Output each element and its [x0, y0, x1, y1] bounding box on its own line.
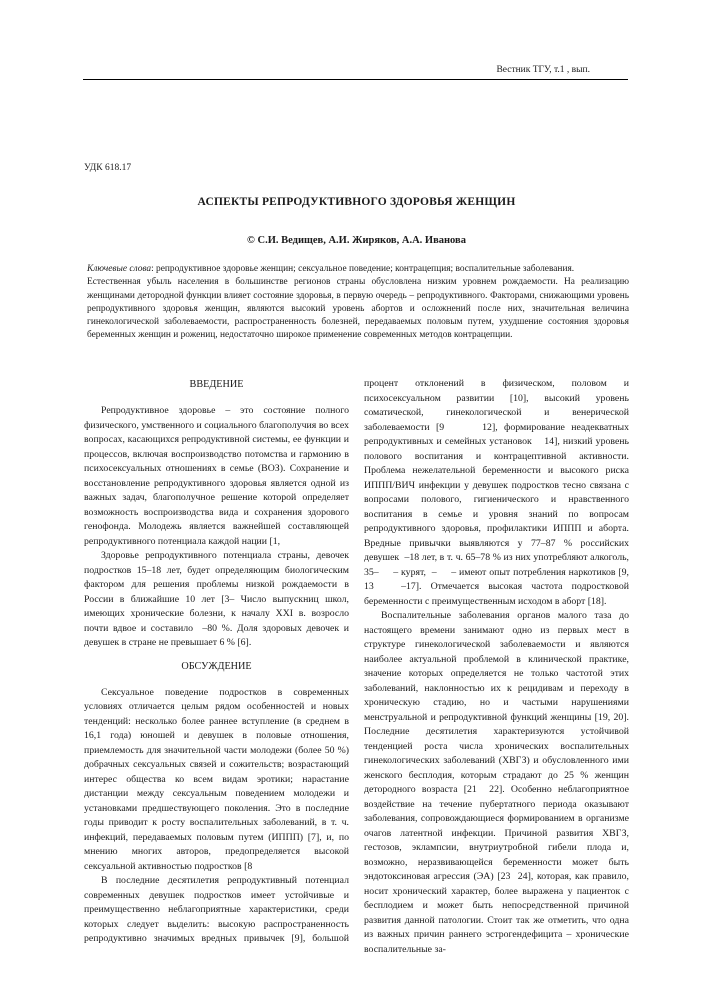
header-rule: [83, 79, 628, 80]
discussion-paragraph-2: В последние десятилетия репродуктивный потенциал современных девушек подростков имеет устойчивые и преимущественно неблагоприятные характеристики, среди которых следует выделить: высокую распространенность репродуктивно значимых вредных привычек [9], большой процент отклонений в физическом, половом и психосексуальном развитии [10], высокий уровень соматической, гинекологической и венерической заболеваемости [9 12], формирование неадекватных репродуктивных и семейных установок 14], низкий уровень полового воспитания и контрацептивной активности. Проблема нежелательной беременности и высокого риска ИППП/ВИЧ инфекции у девушек подростков тесно связана с вопросами полового, гигиенического и нравственного воспитания в семье и уровня знаний по вопросам репродуктивного здоровья, профилактики ИППП и аборта. Вредные привычки выявляются у 77–87 % российских девушек –18 лет, в т. ч. 65–78 % из них употребляют алкоголь, 35– – курят, – – имеют опыт потребления наркотиков [9, 13 –17]. Отмечается высокая частота подростковой беременности с преимущественным исходом в аборт [18].: [84, 378, 629, 944]
intro-paragraph-2: Здоровье репродуктивного потенциала страны, девочек подростков 15–18 лет, будет определяющим биологическим фактором для решения проблемы низкой рождаемости в России в ближайшие 10 лет [3– Число выпускниц школ, имеющих хронические болезни, к началу XXI в. возросло почти вдвое и составило –80 %. Доля здоровых девочек и девушек в стране не превышает 6 % [6].: [84, 550, 349, 648]
abstract-block: [87, 263, 629, 343]
keywords-text: : репродуктивное здоровье женщин; сексуальное поведение; контрацепция; воспалительные заболевания.: [151, 264, 575, 274]
intro-paragraph-1: Репродуктивное здоровье – это состояние полного физического, умственного и социального благополучия во всех вопросах, касающихся репродуктивной системы, ее функции и процессов, включая воспроизводство потомства и гармонию в психосексуальных отношениях в семье (ВОЗ). Сохранение и восстановление репродуктивного здоровья является одной из важных задач, благополучное решение которой определяет возможность воспроизводства вида и сохранения здорового генофонда. Молодежь является важнейшей составляющей репродуктивного потенциала каждой нации [1,: [84, 405, 349, 547]
discussion-paragraph-1: Сексуальное поведение подростков в современных условиях отличается целым рядом особенностей и новых тенденций: несколько более раннее вступление (в среднем в 16,1 года) юношей и девушек в половые отношения, приемлемость для значительной части молодежи (более 50 %) добрачных сексуальных связей и сожительств; возрастающий интерес общества ко всем видам эротики; нарастание дистанции между сексуальным поведением молодежи и установками предшествующего поколения. Это в последние годы приводит к росту воспалительных заболеваний, в т. ч. инфекций, передаваемых половым путем (ИППП) [7], и, по мнению многих авторов, предопределяется высокой сексуальной активностью подростков [8: [84, 686, 349, 872]
article-title: АСПЕКТЫ РЕПРОДУКТИВНОГО ЗДОРОВЬЯ ЖЕНЩИН: [197, 196, 516, 208]
section-heading-discussion: ОБСУЖДЕНИЕ: [181, 660, 252, 672]
abstract-text: Естественная убыль населения в большинстве регионов страны обусловлена низким уровнем рождаемости. На реализацию женщинами детородной функции влияет состояние здоровья, в первую очередь – репродуктивного. Факторами, снижающими уровень репродуктивного здоровья женщин, являются высокий уровень абортов и осложнений после них, значительная величина гинекологической заболеваемости, распространенность болезней, передаваемых половым путем, ухудшение состояния здоровья беременных женщин и рожениц, недостаточно широкое применение современных методов контрацепции.: [87, 277, 629, 341]
journal-header: Вестник ТГУ, т.1 , вып.: [496, 65, 590, 75]
keywords-line: [87, 263, 629, 276]
authors-line: © С.И. Ведищев, А.И. Жиряков, А.А. Иванова: [247, 235, 466, 246]
article-body-columns: [84, 377, 629, 957]
keywords-label: Ключевые слова: [87, 264, 152, 274]
section-heading-introduction: ВВЕДЕНИЕ: [189, 379, 244, 390]
udk-number: УДК 618.17: [84, 163, 132, 173]
discussion-paragraph-3: Воспалительные заболевания органов малого таза до настоящего времени занимают одно из первых мест в структуре гинекологической заболеваемости и являются наиболее актуальной проблемой в клинической практике, значение которых определяется не только частотой этих заболеваний, наклонностью их к рецидивам и переходу в хроническую стадию, но и частыми нарушениями менструальной и репродуктивной функций женщины [19, 20]. Последние десятилетия характеризуются устойчивой тенденцией роста числа хронических воспалительных гинекологических заболеваний (ХВГЗ) и обусловленного ими женского бесплодия, которым страдают до 25 % женщин детородного возраста [21 22]. Особенно неблагоприятное воздействие на течение пубертатного периода оказывают заболевания, сопровождающиеся формированием в организме очагов латентной инфекции. Причиной развития ХВГЗ, гестозов, эклампсии, внутриутробной гибели плода и, возможно, неразвивающейся беременности может быть эндотоксиновая агрессия (ЭА) [23 24], которая, как правило, носит хронический характер, более выражена у пациенток с бесплодием и может быть непосредственной причиной развития данной патологии. Стоит так же отметить, что одна из важных причин раннего эстрогендефицита – хронические воспалительные за-: [364, 610, 629, 955]
